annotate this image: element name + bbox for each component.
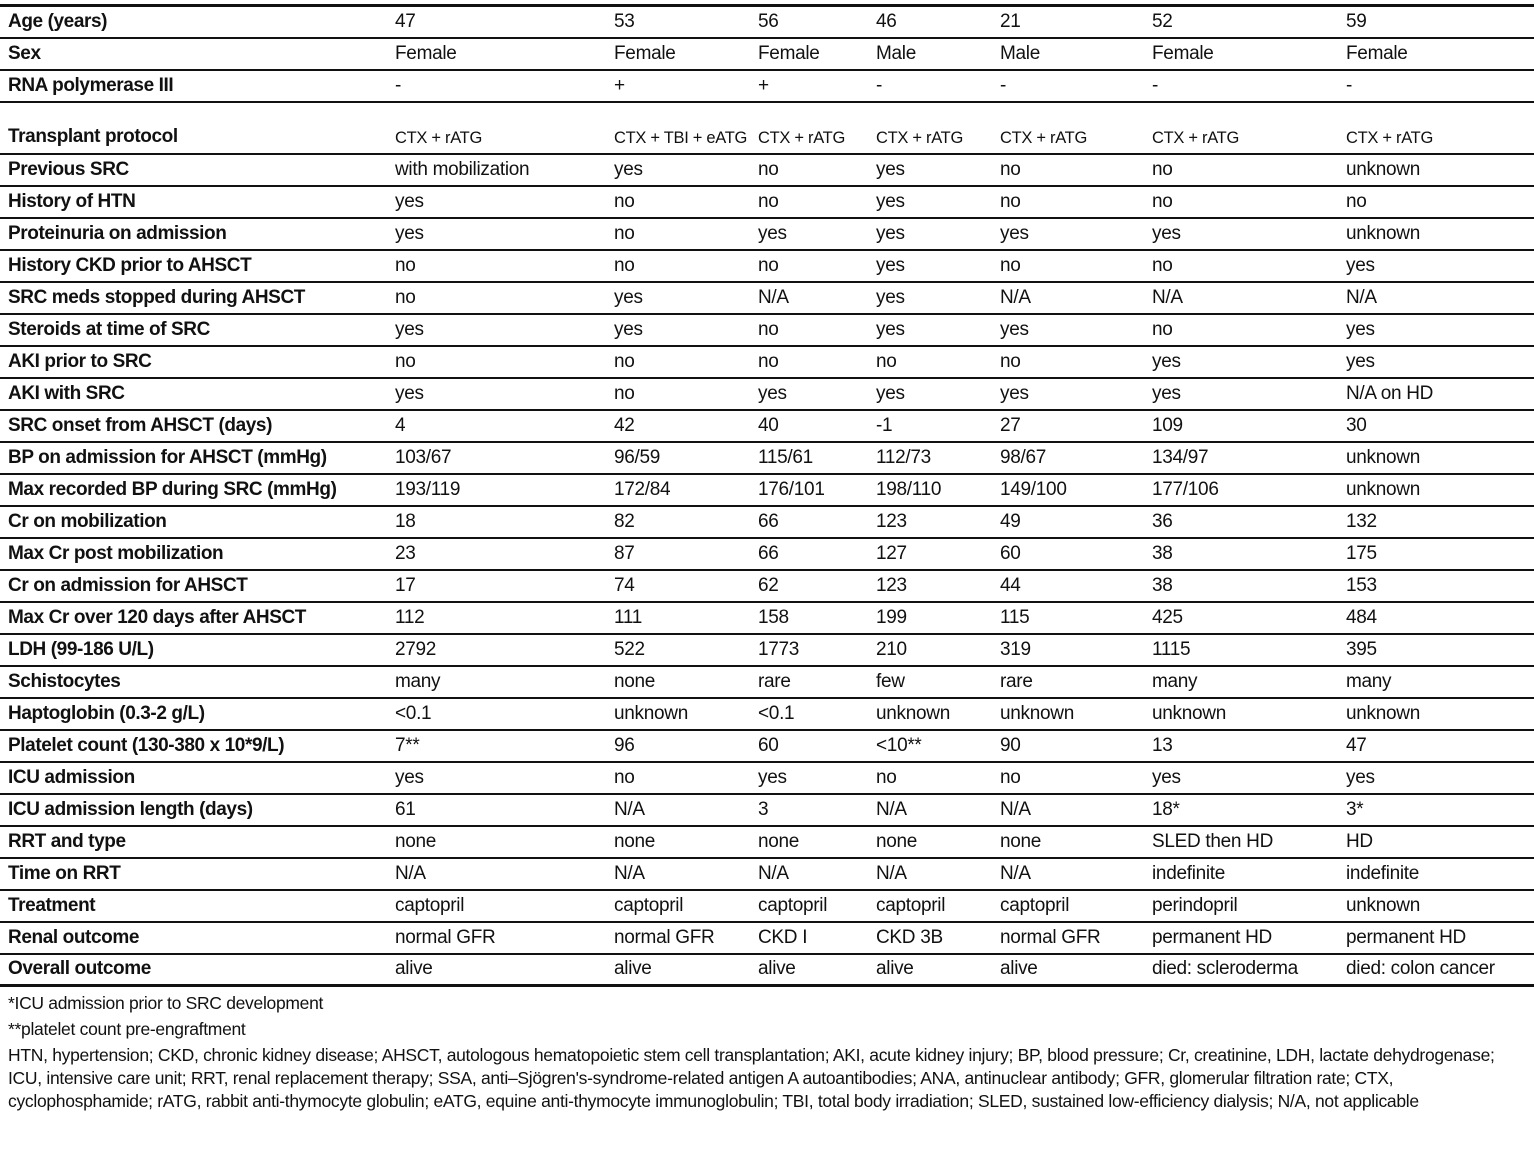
patient-1-cell: Female [395,42,457,64]
patient-5-cell: 21 [1000,10,1021,32]
row-label: Steroids at time of SRC [8,318,210,340]
patient-7-cell: HD [1346,830,1373,852]
table-row [0,858,1534,890]
row-label: Proteinuria on admission [8,222,227,244]
patient-6-cell: yes [1152,222,1181,244]
table-row [0,218,1534,250]
patient-1-cell: yes [395,766,424,788]
patient-7-cell: N/A [1346,286,1377,308]
patient-6-cell: - [1152,74,1159,96]
row-label: RRT and type [8,830,126,852]
patient-3-cell: 56 [758,10,779,32]
patient-3-cell: 40 [758,414,779,436]
patient-7-cell: unknown [1346,702,1420,724]
patient-1-cell: - [395,74,402,96]
patient-4-cell: alive [876,958,914,980]
patient-6-cell: 38 [1152,542,1173,564]
table-row [0,70,1534,102]
patient-1-cell: 103/67 [395,446,452,468]
table-row [0,762,1534,794]
patient-6-cell: permanent HD [1152,926,1272,948]
row-label: Max Cr over 120 days after AHSCT [8,606,307,628]
patient-3-cell: no [758,254,779,276]
table-row [0,730,1534,762]
patient-5-cell: CTX + rATG [1000,128,1087,147]
row-label: Transplant protocol [8,125,178,147]
patient-2-cell: none [614,670,656,692]
patient-4-cell: yes [876,318,905,340]
patient-5-cell: yes [1000,222,1029,244]
patient-1-cell: 23 [395,542,416,564]
footnote-platelet-count: **platelet count pre-engraftment [8,1019,246,1039]
patient-2-cell: N/A [614,798,645,820]
patient-1-cell: N/A [395,862,426,884]
table-row [0,186,1534,218]
row-label: LDH (99-186 U/L) [8,638,154,660]
patient-4-cell: 112/73 [876,446,931,468]
patient-2-cell: 96 [614,734,635,756]
patient-6-cell: 52 [1152,10,1173,32]
patient-2-cell: 96/59 [614,446,661,468]
patient-6-cell: no [1152,158,1173,180]
patient-4-cell: none [876,830,918,852]
table-row [0,378,1534,410]
patient-3-cell: none [758,830,800,852]
row-label: Age (years) [8,10,108,32]
patient-6-cell: no [1152,190,1173,212]
patient-2-cell: 74 [614,574,635,596]
patient-6-cell: 36 [1152,510,1173,532]
patient-1-cell: <0.1 [395,702,432,724]
row-label: Schistocytes [8,670,121,692]
patient-6-cell: 38 [1152,574,1173,596]
patient-5-cell: none [1000,830,1042,852]
patient-2-cell: 87 [614,542,635,564]
patient-1-cell: 17 [395,574,416,596]
patient-2-cell: 42 [614,414,635,436]
patient-5-cell: 149/100 [1000,478,1067,500]
patient-3-cell: N/A [758,862,789,884]
row-label: Max Cr post mobilization [8,542,224,564]
patient-5-cell: captopril [1000,894,1070,916]
patient-5-cell: 49 [1000,510,1021,532]
patient-6-cell: died: scleroderma [1152,958,1298,980]
patient-1-cell: yes [395,318,424,340]
patient-7-cell: 395 [1346,638,1377,660]
patient-4-cell: - [876,74,883,96]
table-row [0,474,1534,506]
patient-1-cell: no [395,286,416,308]
patient-1-cell: 4 [395,414,406,436]
patient-7-cell: 153 [1346,574,1377,596]
patient-4-cell: 123 [876,510,907,532]
table-row [0,442,1534,474]
patient-7-cell: N/A on HD [1346,382,1434,404]
table-row [0,954,1534,986]
patient-5-cell: no [1000,350,1021,372]
row-label: Cr on mobilization [8,510,167,532]
patient-4-cell: -1 [876,414,893,436]
patient-3-cell: Female [758,42,820,64]
patient-5-cell: 90 [1000,734,1021,756]
patient-6-cell: 1115 [1152,638,1191,660]
patient-7-cell: 175 [1346,542,1377,564]
row-label: Sex [8,42,41,64]
patient-7-cell: many [1346,670,1392,692]
patient-2-cell: no [614,382,635,404]
table-row [0,410,1534,442]
patient-7-cell: 59 [1346,10,1367,32]
patient-6-cell: unknown [1152,702,1226,724]
patient-1-cell: yes [395,382,424,404]
patient-7-cell: unknown [1346,478,1420,500]
table-row [0,314,1534,346]
patient-6-cell: no [1152,254,1173,276]
patient-4-cell: 46 [876,10,897,32]
patient-7-cell: permanent HD [1346,926,1466,948]
row-label: ICU admission [8,766,135,788]
patient-2-cell: 53 [614,10,635,32]
patient-5-cell: 319 [1000,638,1031,660]
patient-6-cell: yes [1152,766,1181,788]
row-label: History of HTN [8,190,136,212]
patient-6-cell: perindopril [1152,894,1238,916]
patient-1-cell: no [395,254,416,276]
patient-2-cell: none [614,830,656,852]
row-label: Overall outcome [8,958,151,980]
patient-6-cell: yes [1152,382,1181,404]
table-row [0,794,1534,826]
patient-6-cell: indefinite [1152,862,1226,884]
patient-2-cell: unknown [614,702,688,724]
patient-3-cell: 1773 [758,638,800,660]
patient-1-cell: yes [395,190,424,212]
patient-3-cell: <0.1 [758,702,795,724]
patient-7-cell: indefinite [1346,862,1420,884]
patient-6-cell: 425 [1152,606,1183,628]
patient-1-cell: 2792 [395,638,437,660]
patient-3-cell: yes [758,222,787,244]
patient-5-cell: no [1000,254,1021,276]
patient-7-cell: - [1346,74,1353,96]
patient-2-cell: Female [614,42,676,64]
patient-6-cell: 13 [1152,734,1173,756]
patient-3-cell: no [758,318,779,340]
patient-4-cell: Male [876,42,916,64]
patient-2-cell: no [614,766,635,788]
patient-3-cell: 176/101 [758,478,825,500]
footnote-icu-admission: *ICU admission prior to SRC development [8,993,324,1013]
patient-5-cell: N/A [1000,798,1031,820]
patient-1-cell: 193/119 [395,478,461,500]
patient-1-cell: CTX + rATG [395,128,482,147]
patient-5-cell: N/A [1000,862,1031,884]
row-label: Time on RRT [8,862,121,884]
patient-6-cell: yes [1152,350,1181,372]
row-label: AKI with SRC [8,382,125,404]
patient-4-cell: 127 [876,542,907,564]
patient-2-cell: no [614,254,635,276]
patient-2-cell: CTX + TBI + eATG [614,128,748,147]
patient-1-cell: 61 [395,798,416,820]
patient-5-cell: yes [1000,382,1029,404]
patient-5-cell: 44 [1000,574,1021,596]
patient-1-cell: many [395,670,441,692]
patient-6-cell: SLED then HD [1152,830,1274,852]
patient-5-cell: 60 [1000,542,1021,564]
row-label: Treatment [8,894,96,916]
patient-3-cell: no [758,158,779,180]
patient-7-cell: yes [1346,350,1375,372]
patient-3-cell: no [758,190,779,212]
patient-7-cell: 47 [1346,734,1367,756]
patient-6-cell: many [1152,670,1198,692]
patient-characteristics-table [0,4,1534,987]
table-row [0,538,1534,570]
patient-4-cell: 123 [876,574,907,596]
patient-4-cell: N/A [876,862,907,884]
table-row [0,634,1534,666]
row-label: Previous SRC [8,158,129,180]
patient-6-cell: 18* [1152,798,1180,820]
patient-7-cell: no [1346,190,1367,212]
patient-7-cell: unknown [1346,222,1420,244]
patient-3-cell: 66 [758,510,779,532]
patient-4-cell: unknown [876,702,950,724]
patient-6-cell: CTX + rATG [1152,128,1239,147]
patient-3-cell: 62 [758,574,779,596]
table-row [0,154,1534,186]
patient-2-cell: 111 [614,606,642,628]
patient-2-cell: yes [614,286,643,308]
patient-4-cell: no [876,350,897,372]
patient-2-cell: captopril [614,894,684,916]
patient-4-cell: <10** [876,734,922,756]
row-label: Platelet count (130-380 x 10*9/L) [8,734,285,756]
patient-3-cell: 66 [758,542,779,564]
patient-2-cell: N/A [614,862,645,884]
patient-7-cell: CTX + rATG [1346,128,1433,147]
patient-7-cell: 30 [1346,414,1367,436]
patient-7-cell: yes [1346,318,1375,340]
table-row [0,666,1534,698]
patient-5-cell: 115 [1000,606,1030,628]
table-footnotes [8,992,1528,1113]
patient-3-cell: rare [758,670,791,692]
patient-4-cell: yes [876,254,905,276]
patient-7-cell: 484 [1346,606,1377,628]
patient-3-cell: yes [758,382,787,404]
patient-5-cell: Male [1000,42,1040,64]
table-body [0,6,1534,986]
patient-5-cell: normal GFR [1000,926,1101,948]
patient-7-cell: yes [1346,766,1375,788]
patient-1-cell: 18 [395,510,416,532]
patient-7-cell: 3* [1346,798,1364,820]
patient-1-cell: normal GFR [395,926,496,948]
table-row [0,698,1534,730]
patient-1-cell: 47 [395,10,416,32]
patient-4-cell: CTX + rATG [876,128,963,147]
patient-1-cell: 7** [395,734,420,756]
table-row [0,890,1534,922]
patient-4-cell: 198/110 [876,478,942,500]
patient-2-cell: 522 [614,638,645,660]
patient-3-cell: + [758,74,769,96]
patient-7-cell: unknown [1346,446,1420,468]
table-row [0,506,1534,538]
patient-5-cell: 27 [1000,414,1021,436]
patient-3-cell: captopril [758,894,828,916]
patient-5-cell: N/A [1000,286,1031,308]
patient-5-cell: unknown [1000,702,1074,724]
patient-6-cell: 109 [1152,414,1183,436]
patient-7-cell: Female [1346,42,1408,64]
patient-1-cell: captopril [395,894,465,916]
patient-6-cell: 134/97 [1152,446,1209,468]
patient-4-cell: yes [876,158,905,180]
patient-4-cell: few [876,670,905,692]
patient-1-cell: with mobilization [395,158,530,180]
patient-5-cell: no [1000,190,1021,212]
patient-2-cell: 82 [614,510,635,532]
row-label: Cr on admission for AHSCT [8,574,248,596]
patient-7-cell: yes [1346,254,1375,276]
row-label: SRC onset from AHSCT (days) [8,414,273,436]
footnote-abbreviations: HTN, hypertension; CKD, chronic kidney disease; AHSCT, autologous hematopoietic stem cell transplantation; AKI, acute kidney injury; BP, blood pressure; Cr, creatinine, LDH, lactate dehydrogenase; ICU, intensive care unit; RRT, renal replacement therapy; SSA, anti–Sjögren's-syndrome-related antigen A autoantibodies; ANA, antinuclear antibody; GFR, glomerular filtration rate; CTX, cyclophosphamide; rATG, rabbit anti-thymocyte globulin; eATG, equine anti-thymocyte immunoglobulin; TBI, total body irradiation; SLED, sustained low-efficiency dialysis; N/A, not applicable [8,1045,1495,1111]
patient-3-cell: 115/61 [758,446,813,468]
table-row [0,102,1534,154]
table-row [0,602,1534,634]
patient-5-cell: yes [1000,318,1029,340]
patient-7-cell: unknown [1346,894,1420,916]
patient-1-cell: none [395,830,437,852]
patient-2-cell: no [614,190,635,212]
patient-3-cell: 60 [758,734,779,756]
patient-characteristics-table-container [0,4,1534,987]
patient-2-cell: yes [614,318,643,340]
patient-3-cell: N/A [758,286,789,308]
patient-2-cell: 172/84 [614,478,671,500]
patient-3-cell: no [758,350,779,372]
table-row [0,826,1534,858]
patient-1-cell: yes [395,222,424,244]
patient-5-cell: no [1000,766,1021,788]
patient-4-cell: CKD 3B [876,926,943,948]
patient-1-cell: alive [395,958,433,980]
patient-7-cell: died: colon cancer [1346,958,1495,980]
table-row [0,570,1534,602]
patient-7-cell: unknown [1346,158,1420,180]
table-row [0,250,1534,282]
patient-4-cell: yes [876,382,905,404]
patient-4-cell: 210 [876,638,907,660]
patient-2-cell: + [614,74,625,96]
table-row [0,922,1534,954]
patient-2-cell: no [614,350,635,372]
row-label: Renal outcome [8,926,139,948]
table-row [0,282,1534,314]
patient-3-cell: CKD I [758,926,808,948]
patient-2-cell: yes [614,158,643,180]
patient-4-cell: captopril [876,894,946,916]
patient-6-cell: Female [1152,42,1214,64]
patient-6-cell: N/A [1152,286,1183,308]
patient-3-cell: 158 [758,606,789,628]
row-label: BP on admission for AHSCT (mmHg) [8,446,327,468]
table-row [0,6,1534,38]
patient-6-cell: 177/106 [1152,478,1219,500]
patient-3-cell: alive [758,958,796,980]
patient-3-cell: yes [758,766,787,788]
row-label: History CKD prior to AHSCT [8,254,252,276]
patient-7-cell: 132 [1346,510,1377,532]
patient-1-cell: 112 [395,606,425,628]
row-label: Max recorded BP during SRC (mmHg) [8,478,337,500]
patient-4-cell: yes [876,190,905,212]
row-label: Haptoglobin (0.3-2 g/L) [8,702,205,724]
patient-5-cell: rare [1000,670,1033,692]
patient-4-cell: 199 [876,606,907,628]
patient-4-cell: no [876,766,897,788]
patient-5-cell: 98/67 [1000,446,1047,468]
patient-1-cell: no [395,350,416,372]
patient-6-cell: no [1152,318,1173,340]
patient-2-cell: no [614,222,635,244]
patient-3-cell: 3 [758,798,769,820]
patient-2-cell: alive [614,958,652,980]
patient-4-cell: N/A [876,798,907,820]
table-row [0,346,1534,378]
patient-4-cell: yes [876,222,905,244]
patient-5-cell: alive [1000,958,1038,980]
row-label: ICU admission length (days) [8,798,253,820]
patient-3-cell: CTX + rATG [758,128,845,147]
row-label: RNA polymerase III [8,74,174,96]
patient-2-cell: normal GFR [614,926,715,948]
patient-5-cell: no [1000,158,1021,180]
table-row [0,38,1534,70]
patient-5-cell: - [1000,74,1007,96]
patient-4-cell: yes [876,286,905,308]
row-label: AKI prior to SRC [8,350,152,372]
row-label: SRC meds stopped during AHSCT [8,286,305,308]
